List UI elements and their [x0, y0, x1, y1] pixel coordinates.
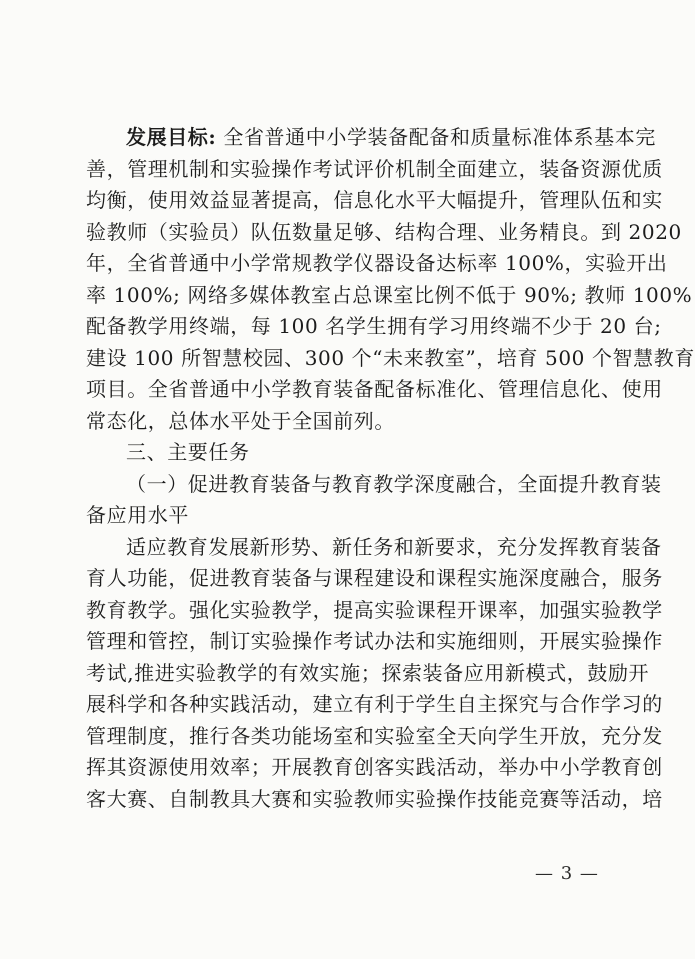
- paragraph-line: 率 100%; 网络多媒体教室占总课室比例不低于 90%; 教师 100%: [86, 282, 693, 307]
- paragraph-line: 均衡，使用效益显著提高，信息化水平大幅提升，管理队伍和实: [86, 188, 663, 212]
- paragraph-line: 建设 100 所智慧校园、300 个“未来教室”，培育 500 个智慧教育: [86, 345, 695, 370]
- paragraph-line: 挥其资源使用效率；开展教育创客实践活动，举办中小学教育创: [86, 755, 663, 779]
- paragraph-line: 客大赛、自制教具大赛和实验教师实验操作技能竞赛等活动，培: [86, 786, 663, 811]
- document-body: [86, 122, 695, 815]
- paragraph-line: [86, 122, 656, 154]
- paragraph-line: 育人功能，促进教育装备与课程建设和课程实施深度融合，服务: [86, 566, 663, 590]
- paragraph-line: 教育教学。强化实验教学，提高实验课程开课率，加强实验教学: [86, 597, 663, 622]
- section-heading: 三、主要任务: [126, 440, 250, 464]
- subsection-heading-line: 备应用水平: [86, 503, 189, 527]
- paragraph-line: 验教师（实验员）队伍数量足够、结构合理、业务精良。到 2020: [86, 219, 682, 244]
- subsection-heading-line: （一）促进教育装备与教育教学深度融合，全面提升教育装: [126, 471, 662, 496]
- paragraph-line: 配备教学用终端，每 100 名学生拥有学习用终端不少于 20 台;: [86, 314, 662, 338]
- paragraph-line: 适应教育发展新形势、新任务和新要求，充分发挥教育装备: [126, 534, 662, 559]
- paragraph-line: 管理制度，推行各类功能场室和实验室全天向学生开放，充分发: [86, 723, 663, 748]
- page-number: — 3 —: [535, 863, 599, 884]
- paragraph-line: 善，管理机制和实验操作考试评价机制全面建立，装备资源优质: [86, 156, 663, 181]
- paragraph-line: 年，全省普通中小学常规教学仪器设备达标率 100%，实验开出: [86, 251, 668, 275]
- paragraph-line: 常态化，总体水平处于全国前列。: [86, 408, 395, 433]
- paragraph-line: 项目。全省普通中小学教育装备配备标准化、管理信息化、使用: [86, 377, 663, 401]
- paragraph-text: 全省普通中小学装备配备和质量标准体系基本完: [216, 125, 656, 149]
- paragraph-line: 考试,推进实验教学的有效实施；探索装备应用新模式，鼓励开: [86, 660, 650, 685]
- paragraph-line: 展科学和各种实践活动，建立有利于学生自主探究与合作学习的: [86, 692, 663, 716]
- goal-label: 发展目标:: [126, 125, 217, 149]
- paragraph-line: 管理和管控，制订实验操作考试办法和实施细则，开展实验操作: [86, 629, 663, 653]
